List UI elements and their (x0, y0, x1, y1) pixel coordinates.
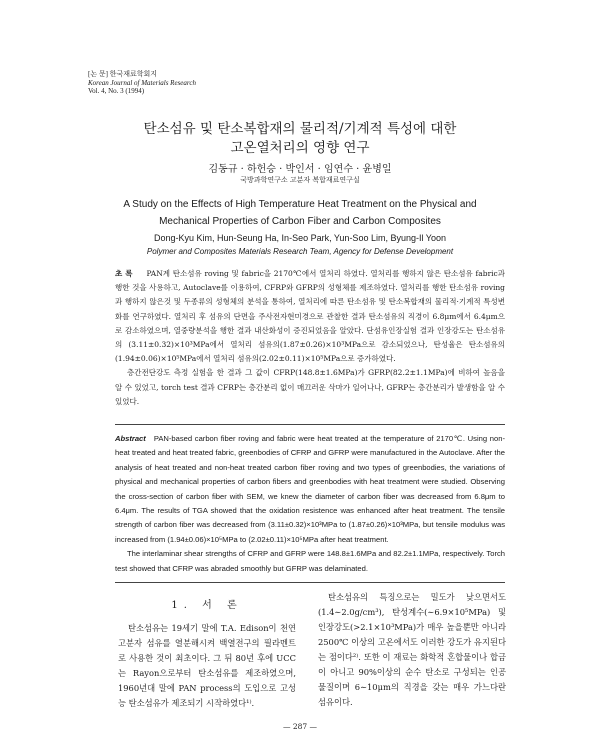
journal-name-en: Korean Journal of Materials Research (88, 78, 196, 87)
abstract-korean-para2: 층간전단강도 측정 실험을 한 결과 그 값이 CFRP(148.8±1.6MPa)가 GFRP(82.2±1.1MPa)에 비하여 높음을 알 수 있었고, torch test 결과 CFRP는 층간분리 없이 매끄러운 삭마가 일어나나, GFRP는 층간분리가 발생함을 알 수 있었다. (115, 368, 505, 406)
intro-paragraph-right: 탄소섬유의 특징으로는 밀도가 낮으면서도 (1.4∼2.0g/cm³), 탄성계수(∼6.9×10⁵MPa) 및 인장강도(>2.1×10³MPa)가 매우 높을뿐만 아니라 2500℃ 이상의 고온에서도 이러한 강도가 유지된다는 점이다²⁾. 또한 이 재료는 화학적 혼합물이나 합금이 아니고 90%이상의 순수 탄소로 구성되는 인공 물질이며 6∼10μm의 직경을 갖는 매우 가느다란 섬유이다. (318, 592, 506, 707)
journal-name-ko: [논 문] 한국재료학회지 (88, 70, 158, 78)
title-english-line1: A Study on the Effects of High Temperature Heat Treatment on the Physical and (123, 199, 477, 210)
affiliation-english: Polymer and Composites Materials Research Team, Agency for Defense Development (146, 247, 454, 256)
journal-volume: Vol. 4, No. 3 (1994) (88, 87, 145, 95)
abstract-english-label: Abstract (115, 434, 146, 443)
authors-english: Dong-Kyu Kim, Hun-Seung Ha, In-Seo Park, Yun-Soo Lim, Byung-Il Yoon (154, 233, 446, 243)
abstract-korean-para1: 초 록 PAN계 탄소섬유 roving 및 fabric을 2170℃에서 열처리 하였다. 열처리를 행하지 않은 탄소섬유 fabric과 행한 것을 사용하고, Autoclave를 이용하여, CFRP와 GFRP의 성형체를 제조하였다. 열처리를 행한 탄소섬유 roving과 행하지 않은것 및 두종류의 성형체의 분석을 통하여, 열처리에 따른 탄소섬유 및 탄소복합재의 물리적·기계적 특성변화를 연구하였다. 열처리 후 섬유의 단면을 주사전자현미경으로 관찰한 결과 탄소섬유의 직경이 6.8μm에서 6.4μm으로 감소하였으며, 열중량분석을 행한 결과 내산화성이 증진되었음을 알았다. 단섬유인장실험 결과 인장강도는 탄소섬유의 (3.11±0.32)×10³MPa에서 열처리 섬유의(1.87±0.26)×10³MPa으로 감소되었으나, 탄성율은 탄소섬유의 (1.94±0.06)×10⁵MPa에서 열처리 섬유의(2.02±0.11)×10⁵MPa으로 증가하였다. (115, 269, 505, 364)
title-korean-line2: 고온열처리의 영향 연구 (230, 140, 370, 156)
affiliation-korean: 국방과학연구소 고분자 복합재료연구실 (240, 176, 360, 184)
title-korean (0, 120, 600, 158)
abstract-english (115, 432, 505, 576)
title-english-line2: Mechanical Properties of Carbon Fiber and Carbon Composites (159, 216, 441, 227)
title-korean-line1: 탄소섬유 및 탄소복합재의 물리적/기계적 특성에 대한 (143, 121, 457, 137)
intro-paragraph-left: 탄소섬유는 19세기 말에 T.A. Edison이 천연고분자 섬유를 열분해시켜 백열전구의 필라멘트로 사용한 것이 최초이다. 그 뒤 80년 후에 UCC는 Rayon으로부터 탄소섬유를 제조하였으며, 1960년대 말에 PAN process의 도입으로 고성능 탄소섬유가 제조되기 시작하였다¹⁾. (118, 623, 296, 708)
abstract-english-para2: The interlaminar shear strengths of CFRP and GFRP were 148.8±1.6MPa and 82.2±1.1MPa, respectively. Torch test showed that CFRP was abraded smoothly but GFRP was delaminated. (115, 549, 505, 573)
title-english (0, 196, 600, 230)
page-number: — 287 — (282, 722, 318, 731)
authors-korean: 김동규 · 하헌승 · 박인서 · 임연수 · 윤병일 (208, 164, 392, 175)
journal-header (88, 70, 196, 96)
section-heading-introduction: 1. 서 론 (171, 600, 243, 611)
body-column-left (118, 590, 296, 711)
abstract-korean (115, 267, 505, 409)
body-column-right (318, 590, 506, 710)
abstract-korean-label: 초 록 (115, 269, 133, 278)
divider-bottom (115, 582, 505, 583)
divider-top (115, 424, 505, 425)
abstract-english-para1: Abstract PAN-based carbon fiber roving and fabric were heat treated at the temperature of 2170℃. Using non-heat treated and heat treated fabric, greenbodies of CFRP and GFRP were manufactured in the Autoclave. After the analysis of heat treated and non-heat treated carbon fiber roving and two types of greenbodies, the variations of physical and mechanical properties of carbon fibers and greenbodies with heat treatment were studied. Observing the cross-section of carbon fiber with SEM, we knew the diameter of carbon fiber was decreased from 6.8μm to 6.4μm. The results of TGA showed that the oxidation resistence was enhanced after heat treatment. The tensile strength of carbon fiber was decreased from (3.11±0.32)×10³MPa to (1.87±0.26)×10³MPa, but tensile modulus was increased from (1.94±0.06)×10⁵MPa to (2.02±0.11)×10⁵MPa after heat treatment. (115, 434, 505, 544)
